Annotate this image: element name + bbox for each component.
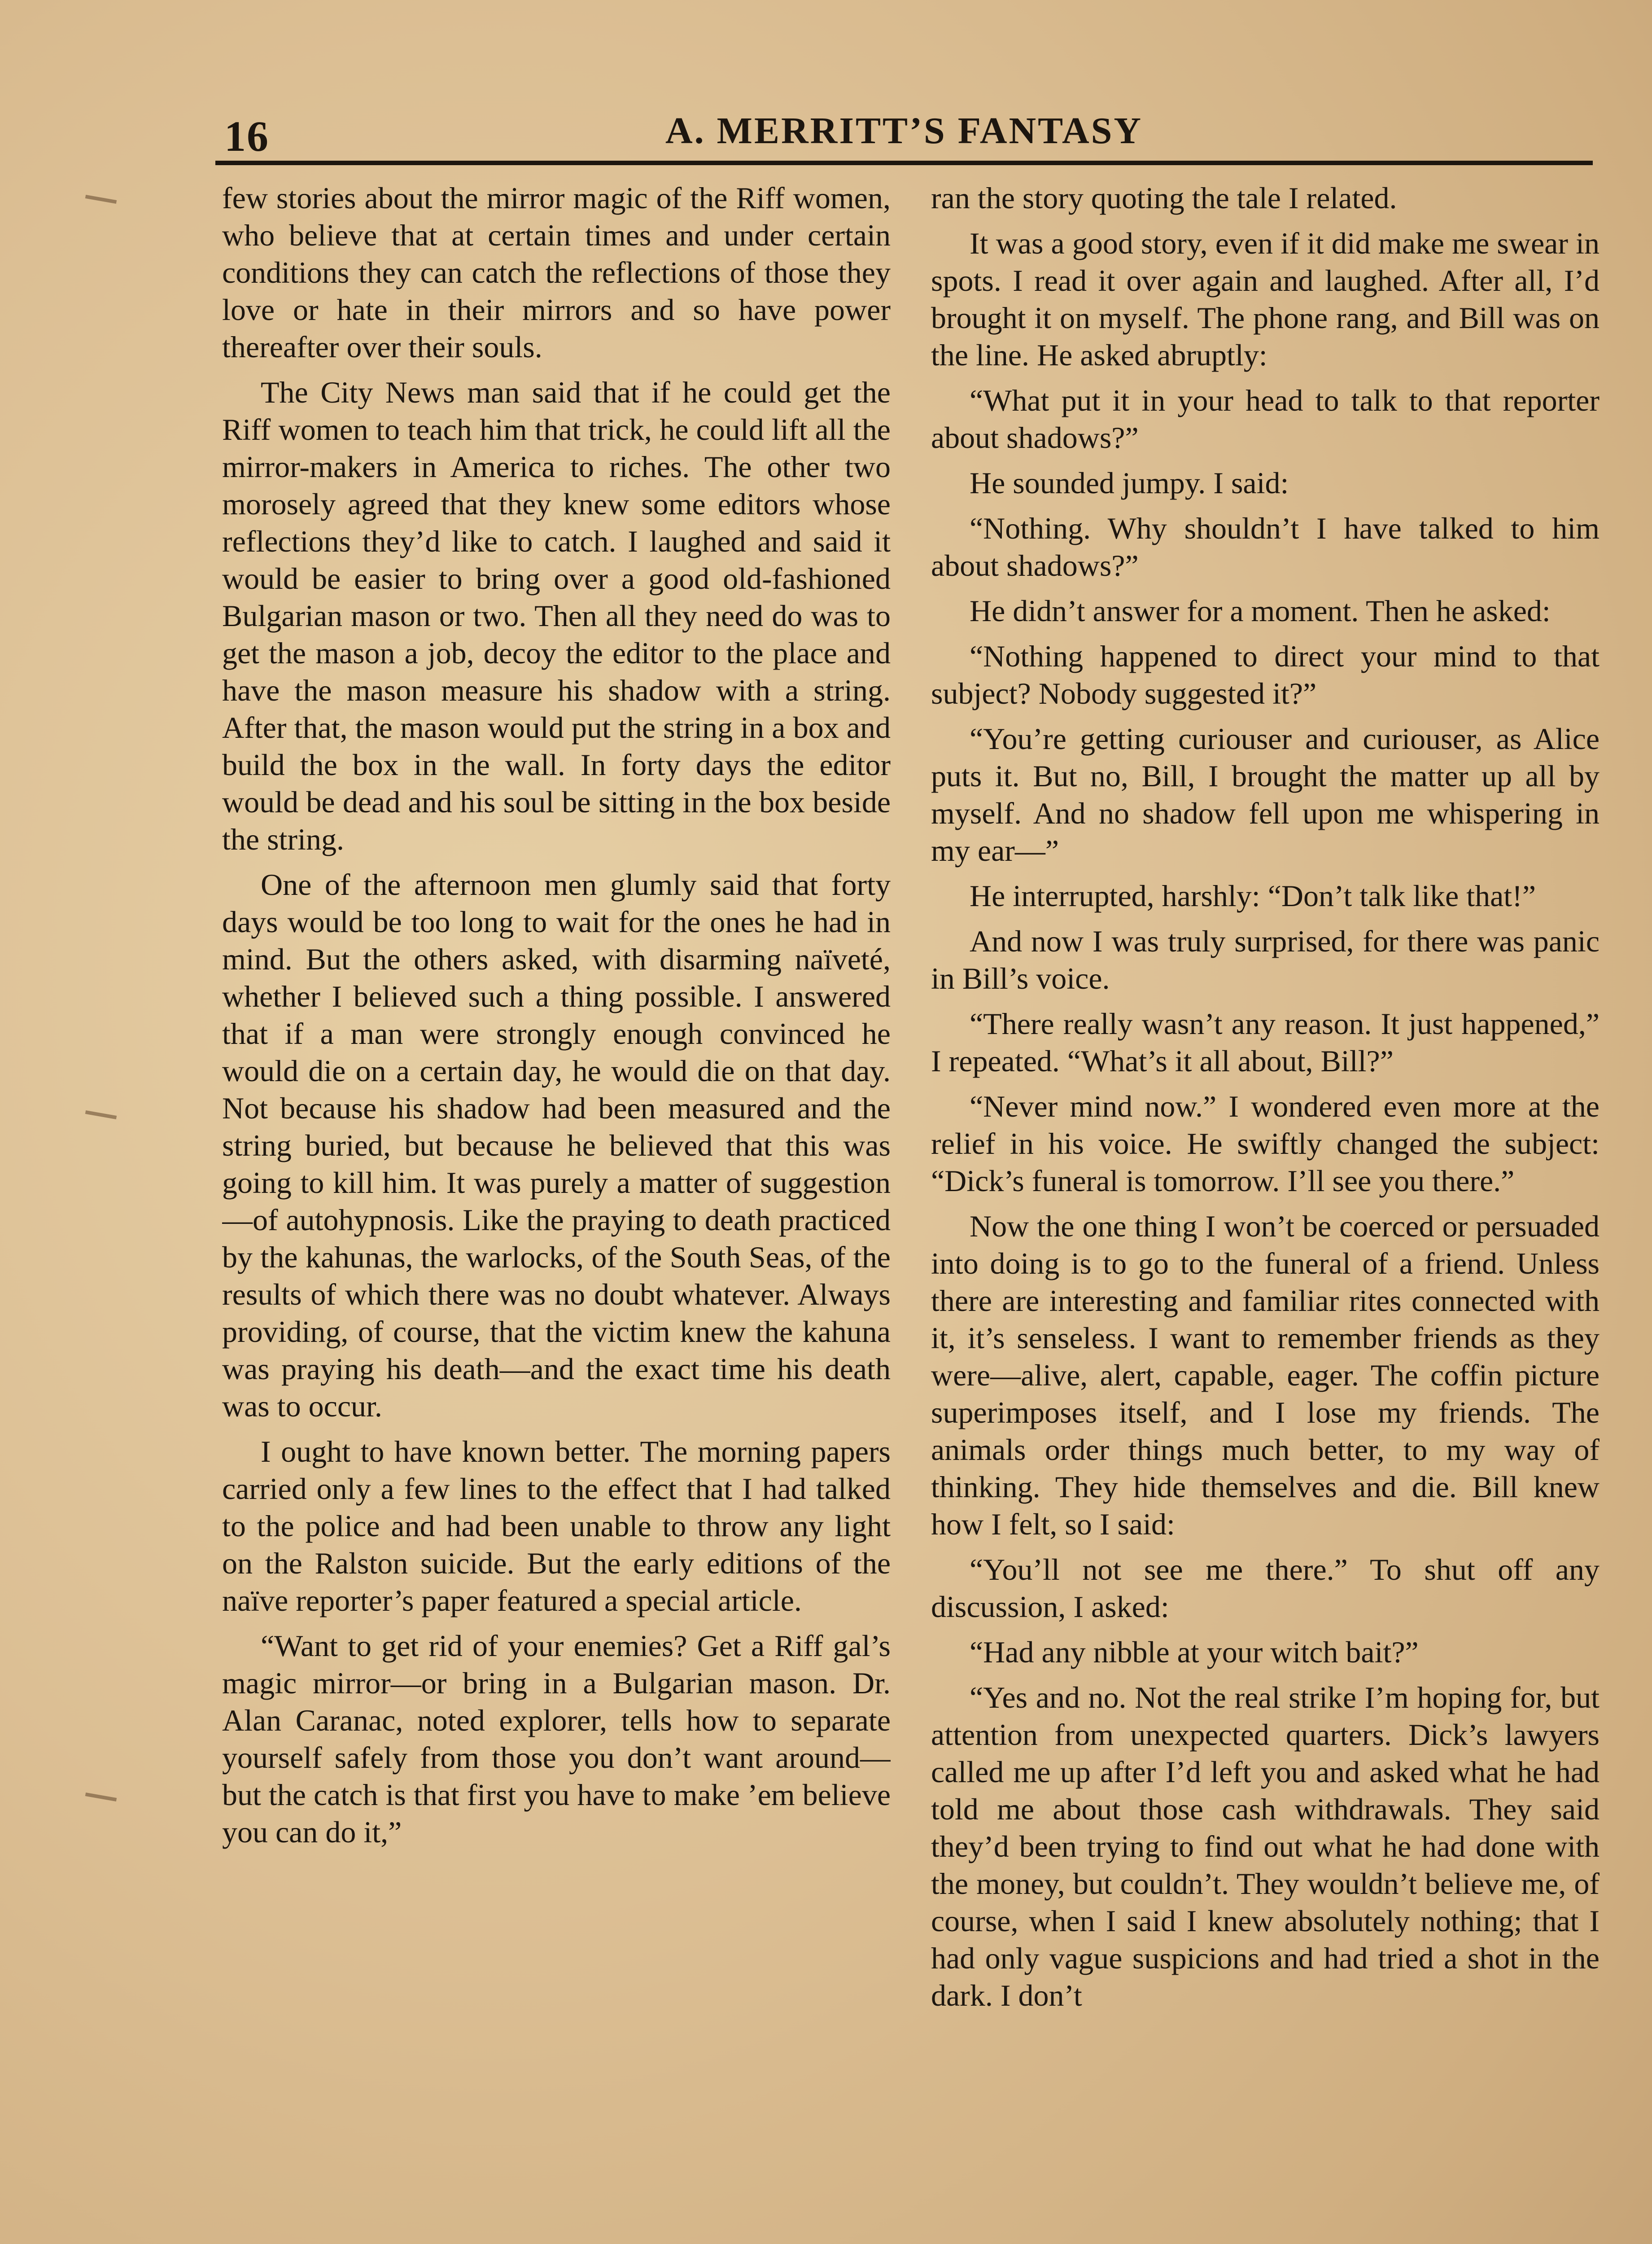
paragraph: One of the afternoon men glumly said that forty days would be too long to wait for the ones he had in mind. But the others asked, with disarming naïveté, whether I believed such a thing possible. I answered that if a man were strongly enough convinced he would die on a certain day, he would die on that day. Not because his shadow had been measured and the string buried, but because he believed that this was going to kill him. It was purely a matter of suggestion—of autohypnosis. Like the praying to death practiced by the kahunas, the warlocks, of the South Seas, of the results of which there was no doubt whatever. Always providing, of course, that the victim knew the kahuna was praying his death—and the exact time his death was to occur. bbox=[222, 868, 891, 1423]
margin-mark bbox=[85, 1110, 117, 1119]
paragraph: ran the story quoting the tale I related. bbox=[931, 181, 1397, 215]
paragraph: “You’re getting curiouser and curiouser, as Alice puts it. But no, Bill, I brought the matter up all by myself. And no shadow fell upon me whispering in my ear—” bbox=[931, 722, 1600, 868]
paragraph: “What put it in your head to talk to that reporter about shadows?” bbox=[931, 383, 1600, 455]
paragraph: The City News man said that if he could get the Riff women to teach him that trick, he could lift all the mirror-makers in America to riches. The other two morosely agreed that they knew some editors whose reflections they’d like to catch. I laughed and said it would be easier to bring over a good old-fashioned Bulgarian mason or two. Then all they need do was to get the mason a job, decoy the editor to the place and have the mason measure his shadow with a string. After that, the mason would put the string in a box and build the box in the wall. In forty days the editor would be dead and his soul be sitting in the box beside the string. bbox=[222, 375, 891, 856]
margin-mark bbox=[85, 1793, 117, 1801]
running-title: A. MERRITT’S FANTASY bbox=[665, 110, 1143, 152]
paragraph: I ought to have known better. The morning papers carried only a few lines to the effect that I had talked to the police and had been unable to throw any light on the Ralston suicide. But the early editions of the naïve reporter’s paper featured a special article. bbox=[222, 1434, 891, 1617]
margin-mark bbox=[85, 195, 117, 204]
paragraph: He didn’t answer for a moment. Then he asked: bbox=[970, 594, 1551, 628]
paragraph: “Want to get rid of your enemies? Get a Riff gal’s magic mirror—or bring in a Bulgarian mason. Dr. Alan Caranac, noted explorer, tells how to separate yourself safely from those you don’t want around—but the catch is that first you have to make ’em believe you can do it,” bbox=[222, 1629, 891, 1849]
paragraph: “Had any nibble at your witch bait?” bbox=[970, 1635, 1419, 1669]
paragraph: few stories about the mirror magic of the Riff women, who believe that at certain times and under certain conditions they can catch the reflections of those they love or hate in their mirrors and so have power thereafter over their souls. bbox=[222, 181, 891, 364]
paragraph: “Nothing. Why shouldn’t I have talked to him about shadows?” bbox=[931, 511, 1600, 583]
left-column bbox=[222, 180, 891, 2244]
paragraph: He sounded jumpy. I said: bbox=[970, 466, 1289, 500]
paragraph: It was a good story, even if it did make me swear in spots. I read it over again and laughed. After all, I’d brought it on myself. The phone rang, and Bill was on the line. He asked abruptly: bbox=[931, 226, 1600, 372]
paragraph: “Yes and no. Not the real strike I’m hoping for, but attention from unexpected quarters. Dick’s lawyers called me up after I’d left you and asked what he had told me about those cash withdrawals. They said they’d been trying to find out what he had done with the money, but couldn’t. They wouldn’t believe me, of course, when I said I knew absolutely nothing; that I had only vague suspicions and had tried a shot in the dark. I don’t bbox=[931, 1680, 1600, 2012]
right-column bbox=[931, 180, 1600, 2244]
paragraph: “There really wasn’t any reason. It just happened,” I repeated. “What’s it all about, Bill?” bbox=[931, 1007, 1600, 1078]
paragraph: Now the one thing I won’t be coerced or persuaded into doing is to go to the funeral of a friend. Unless there are interesting and familiar rites connected with it, it’s senseless. I want to remember friends as they were—alive, alert, capable, eager. The coffin picture superimposes itself, and I lose my friends. The animals order things much better, to my way of thinking. They hide themselves and die. Bill knew how I felt, so I said: bbox=[931, 1209, 1600, 1541]
paragraph: He interrupted, harshly: “Don’t talk like that!” bbox=[970, 879, 1536, 913]
paragraph: “Nothing happened to direct your mind to that subject? Nobody suggested it?” bbox=[931, 639, 1600, 710]
header-rule bbox=[215, 161, 1593, 165]
paragraph: “You’ll not see me there.” To shut off any discussion, I asked: bbox=[931, 1552, 1600, 1624]
paragraph: And now I was truly surprised, for there was panic in Bill’s voice. bbox=[931, 924, 1600, 995]
page-number: 16 bbox=[224, 112, 269, 160]
paragraph: “Never mind now.” I wondered even more at the relief in his voice. He swiftly changed the subject: “Dick’s funeral is tomorrow. I’ll see you there.” bbox=[931, 1089, 1600, 1198]
page-header bbox=[215, 98, 1593, 165]
